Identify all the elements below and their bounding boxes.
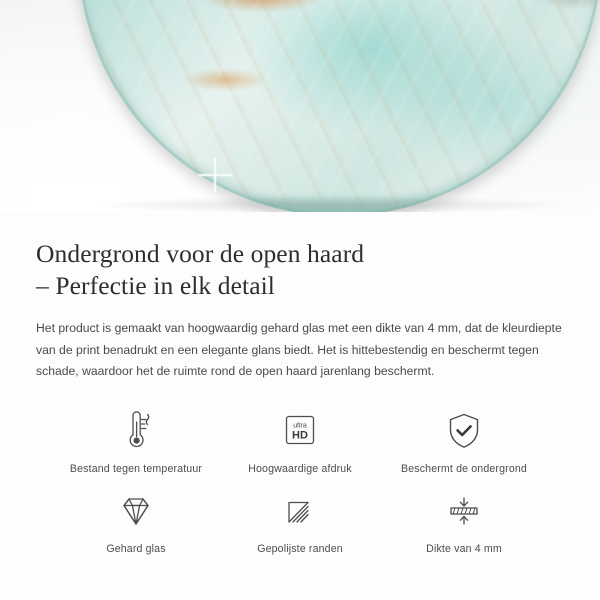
hd-text: HD	[292, 429, 308, 441]
feature-label: Bestand tegen temperatuur	[69, 462, 203, 475]
diamond-icon	[114, 489, 158, 533]
headline-line-1: Ondergrond voor de open haard	[36, 239, 365, 268]
feature-grid	[36, 409, 564, 555]
feature-label: Dikte van 4 mm	[426, 542, 502, 555]
feature-item-surface-protection	[382, 409, 546, 475]
thickness-4mm-icon	[442, 489, 486, 533]
feature-item-temperature	[54, 409, 218, 475]
shield-check-icon	[444, 409, 484, 453]
feature-label: Gepolijste randen	[257, 542, 343, 555]
feature-item-thickness	[382, 489, 546, 555]
feature-item-polished-edges	[218, 489, 382, 555]
headline-line-2: – Perfectie in elk detail	[36, 271, 275, 300]
feature-label: Hoogwaardige afdruk	[248, 462, 352, 475]
feature-label: Beschermt de ondergrond	[401, 462, 527, 475]
page-title	[36, 238, 564, 302]
ultra-hd-icon	[278, 409, 322, 453]
description-content	[0, 212, 600, 555]
thermometer-icon	[116, 409, 156, 453]
round-glass-panel	[78, 0, 600, 212]
description-paragraph: Het product is gemaakt van hoogwaardig gehard glas met een dikte van 4 mm, dat de kleurdiepte van de print benadrukt en een elegante glans biedt. Het is hittebestendig en beschermt tegen schade, waardoor het de ruimte rond de open haard jarenlang beschermt.	[36, 321, 562, 378]
polished-edges-icon	[278, 489, 322, 533]
ultra-text: ultra	[293, 422, 307, 429]
panel-drop-shadow	[96, 196, 566, 212]
feature-label: Gehard glas	[106, 542, 166, 555]
feature-item-tempered-glass	[54, 489, 218, 555]
hero-product-image	[0, 0, 600, 212]
feature-item-print-quality	[218, 409, 382, 475]
